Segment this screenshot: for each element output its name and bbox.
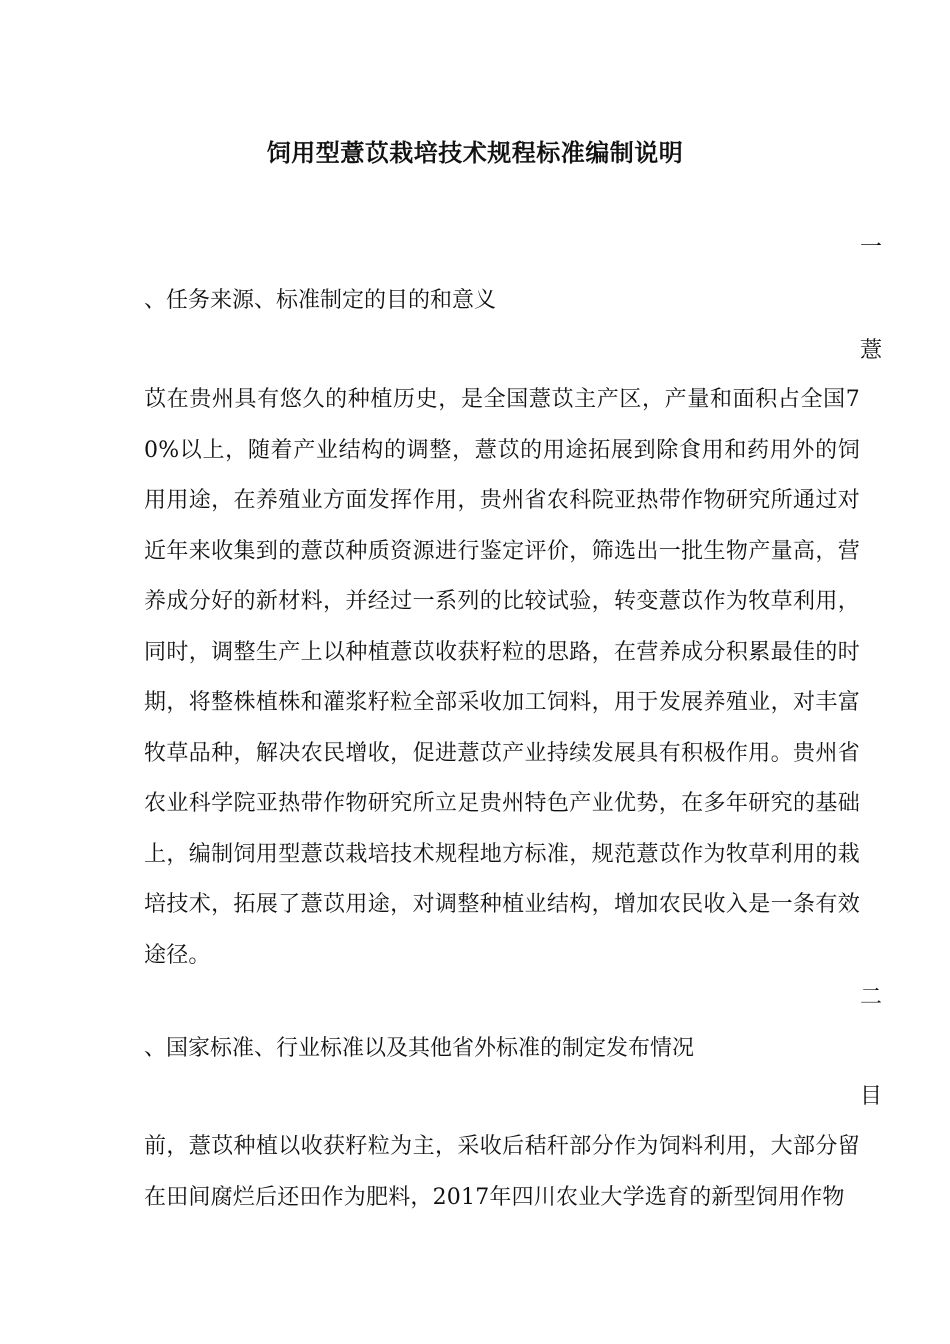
section-1-number: 一 xyxy=(859,235,882,260)
document-title: 饲用型薏苡栽培技术规程标准编制说明 xyxy=(266,138,684,167)
section-1-paragraph: 苡在贵州具有悠久的种植历史，是全国薏苡主产区，产量和面积占全国70%以上，随着产业结构的调整，薏苡的用途拓展到除食用和药用外的饲用用途，在养殖业方面发挥作用，贵州省农科院亚热带作物研究所通过对近年来收集到的薏苡种质资源进行鉴定评价，筛选出一批生物产量高，营养成分好的新材料，并经过一系列的比较试验，转变薏苡作为牧草利用，同时，调整生产上以种植薏苡收获籽粒的思路，在营养成分积累最佳的时期，将整株植株和灌浆籽粒全部采收加工饲料，用于发展养殖业，对丰富牧草品种，解决农民增收，促进薏苡产业持续发展具有积极作用。贵州省农业科学院亚热带作物研究所立足贵州特色产业优势，在多年研究的基础上，编制饲用型薏苡栽培技术规程地方标准，规范薏苡作为牧草利用的栽培技术，拓展了薏苡用途，对调整种植业结构，增加农民收入是一条有效途径。 xyxy=(144,387,860,968)
section-2-number: 二 xyxy=(859,985,882,1010)
section-2-paragraph: 前，薏苡种植以收获籽粒为主，采收后秸秆部分作为饲料利用，大部分留在田间腐烂后还田作为肥料，2017年四川农业大学选育的新型饲用作物 xyxy=(144,1134,860,1210)
section-2-heading: 、国家标准、行业标准以及其他省外标准的制定发布情况 xyxy=(144,1036,695,1061)
section-1-heading: 、任务来源、标准制定的目的和意义 xyxy=(144,288,497,313)
section-2-paragraph-first-char: 目 xyxy=(859,1084,882,1109)
section-1-paragraph-first-char: 薏 xyxy=(859,338,882,363)
